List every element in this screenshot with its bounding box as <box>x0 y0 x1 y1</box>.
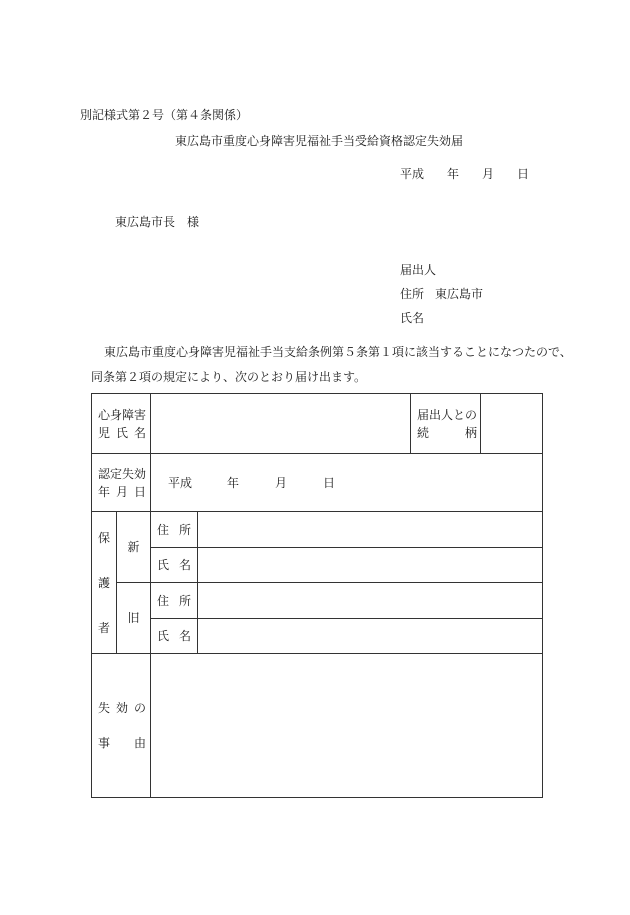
reason-label-cell <box>92 654 151 798</box>
row-guardian-new-name <box>92 548 543 583</box>
relation-label-cell <box>411 394 481 454</box>
guardian-label-cell <box>92 512 117 654</box>
new-label: 新 <box>127 540 140 554</box>
old-name-value-cell[interactable] <box>198 619 543 654</box>
old-address-value-cell[interactable] <box>198 583 543 619</box>
child-name-value-cell[interactable] <box>151 394 411 454</box>
reason-char: 失 <box>98 701 111 715</box>
reason-char: の <box>133 701 146 715</box>
old-address-label-cell <box>151 583 198 619</box>
body-text-line-2: 同条第２項の規定により、次のとおり届け出ます。 <box>91 370 367 384</box>
child-name-char: 名 <box>133 425 146 440</box>
guardian-char: 者 <box>97 620 110 635</box>
child-name-label-1: 心身障害 <box>98 407 147 422</box>
reason-char: 由 <box>133 736 146 750</box>
document-title: 東広島市重度心身障害児福祉手当受給資格認定失効届 <box>175 134 464 148</box>
new-name-value-cell[interactable] <box>198 548 543 583</box>
reason-label-2 <box>98 734 146 752</box>
expiry-date-char: 年 <box>98 484 111 499</box>
date-era: 平成 <box>400 167 425 181</box>
relation-label-1: 届出人との <box>417 407 478 422</box>
applicant-label: 届出人 <box>400 263 437 277</box>
child-name-char: 氏 <box>115 425 128 440</box>
relation-char: 続 <box>417 425 430 440</box>
expiry-date-label-cell <box>92 454 151 512</box>
guardian-char: 護 <box>97 575 110 590</box>
applicant-address-label: 住所 <box>400 287 425 301</box>
name-char: 氏 <box>157 558 170 572</box>
row-expiry-date <box>92 454 543 512</box>
reason-value-cell[interactable] <box>151 654 543 798</box>
row-reason <box>92 654 543 798</box>
expiry-date-label-1: 認定失効 <box>98 466 147 481</box>
name-char: 名 <box>178 558 191 572</box>
new-address-value-cell[interactable] <box>198 512 543 548</box>
form-number: 別記様式第２号（第４条関係） <box>80 108 249 122</box>
name-char: 名 <box>178 629 191 643</box>
expiry-date-day: 日 <box>323 476 336 490</box>
expiry-date-char: 日 <box>133 484 146 499</box>
row-guardian-new-address <box>92 512 543 548</box>
body-text-line-1: 東広島市重度心身障害児福祉手当支給条例第５条第１項に該当することになつたので、 <box>104 345 572 359</box>
old-label-cell <box>117 583 151 654</box>
row-guardian-old-name <box>92 619 543 654</box>
reason-label-1 <box>98 699 146 717</box>
relation-label-2 <box>417 424 477 442</box>
reason-char: 効 <box>115 701 128 715</box>
expiry-date-label-2 <box>98 483 146 501</box>
new-label-cell <box>117 512 151 583</box>
child-name-label-2 <box>98 424 146 442</box>
new-address-label-cell <box>151 512 198 548</box>
relation-char: 柄 <box>464 425 477 440</box>
row-child-name <box>92 394 543 454</box>
expiry-date-year: 年 <box>227 476 240 490</box>
child-name-char: 児 <box>98 425 111 440</box>
expiry-date-month: 月 <box>275 476 288 490</box>
date-day: 日 <box>517 167 530 181</box>
name-char: 氏 <box>157 629 170 643</box>
old-name-label-cell <box>151 619 198 654</box>
expiry-date-value-cell[interactable] <box>151 454 543 512</box>
reason-char: 事 <box>98 736 111 750</box>
child-name-label-cell <box>92 394 151 454</box>
row-guardian-old-address <box>92 583 543 619</box>
addressee: 東広島市長 様 <box>115 215 200 229</box>
form-table <box>91 393 543 798</box>
date-month: 月 <box>482 167 495 181</box>
old-label: 旧 <box>127 611 140 625</box>
address-char: 住 <box>157 593 170 608</box>
new-name-label-cell <box>151 548 198 583</box>
applicant-name-label: 氏名 <box>400 311 425 325</box>
relation-value-cell[interactable] <box>481 394 543 454</box>
applicant-address-value: 東広島市 <box>435 287 484 301</box>
address-char: 所 <box>178 522 191 537</box>
address-char: 住 <box>157 522 170 537</box>
address-char: 所 <box>178 593 191 608</box>
expiry-date-char: 月 <box>115 484 128 499</box>
guardian-char: 保 <box>97 530 110 545</box>
expiry-date-era: 平成 <box>168 476 193 490</box>
date-year: 年 <box>447 167 460 181</box>
